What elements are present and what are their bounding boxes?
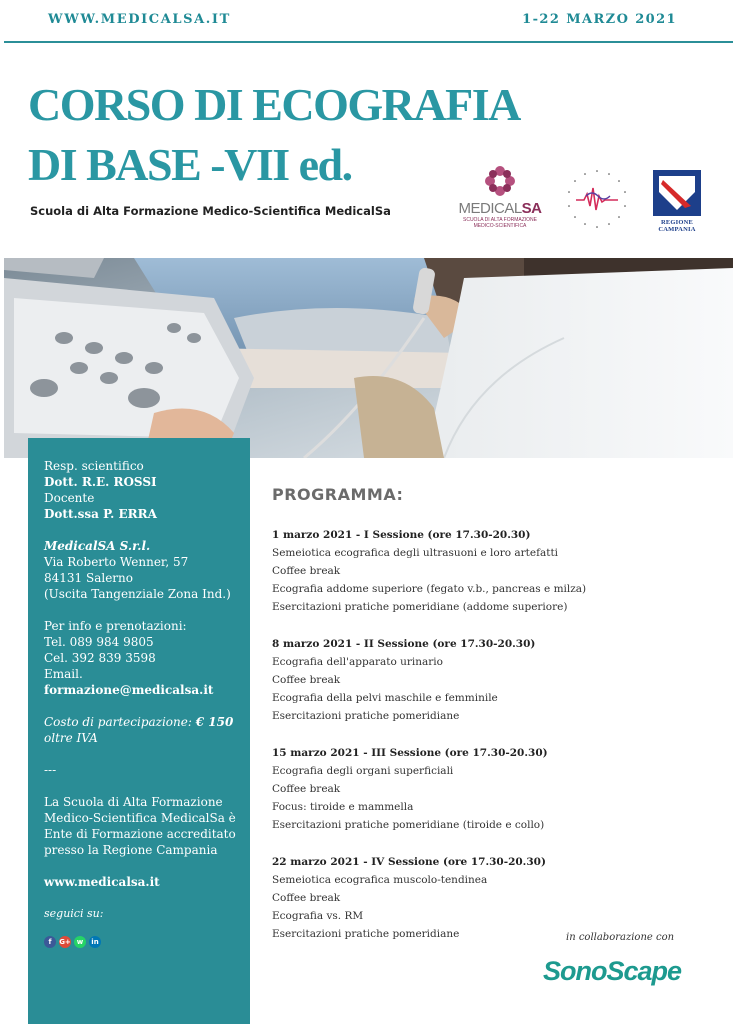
region-crest-icon — [653, 170, 701, 216]
cost-value: € 150 — [195, 715, 234, 729]
session-item: Coffee break — [272, 783, 341, 795]
docente-label: Docente — [44, 491, 95, 505]
address-block — [44, 538, 250, 602]
resp-name: Dott. R.E. ROSSI — [44, 475, 157, 489]
header-website[interactable]: WWW.MEDICALSA.IT — [48, 12, 231, 27]
collaboration-label: in collaborazione con — [566, 932, 675, 943]
header-divider — [4, 41, 733, 43]
session-head: 8 marzo 2021 - II Sessione (ore 17.30-20.30) — [272, 638, 536, 650]
session-item: Focus: tiroide e mammella — [272, 801, 414, 813]
ultrasound-photo — [4, 258, 733, 458]
cost-label: Costo di partecipazione: — [44, 715, 192, 729]
medicalsa-sub1: SCUOLA DI ALTA FORMAZIONE — [463, 217, 537, 223]
accreditation-line-2: Medico-Scientifica MedicalSa è — [44, 811, 236, 825]
company-name: MedicalSA S.r.l. — [44, 539, 151, 553]
session-item: Esercitazioni pratiche pomeridiane — [272, 710, 460, 722]
separator: --- — [44, 763, 57, 777]
contact-block — [44, 618, 250, 698]
accreditation-line-3: Ente di Formazione accreditato — [44, 827, 236, 841]
medicalsa-sub2: MEDICO-SCIENTIFICA — [473, 223, 527, 229]
region-caption: REGIONE CAMPANIA — [658, 219, 696, 233]
address-line-1: Via Roberto Wenner, 57 — [44, 555, 189, 569]
medicalsa-wordmark: MEDICALSA — [458, 200, 542, 217]
resp-label: Resp. scientifico — [44, 459, 144, 473]
session-item: Semeiotica ecografica degli ultrasuoni e loro artefatti — [272, 547, 559, 559]
session-item: Ecografia addome superiore (fegato v.b., pancreas e milza) — [272, 583, 587, 595]
session-item: Ecografia della pelvi maschile e femminile — [272, 692, 498, 704]
session-head: 22 marzo 2021 - IV Sessione (ore 17.30-20.30) — [272, 856, 546, 868]
sonoscape-logo: SonoScape — [543, 956, 682, 986]
mobile[interactable]: Cel. 392 839 3598 — [44, 651, 156, 665]
email-link[interactable]: formazione@medicalsa.it — [44, 683, 214, 697]
session-item: Coffee break — [272, 565, 341, 577]
session-4 — [272, 853, 712, 943]
facebook-icon[interactable]: f — [44, 936, 56, 948]
docente-name: Dott.ssa P. ERRA — [44, 507, 157, 521]
session-item: Esercitazioni pratiche pomeridiane (tiroide e collo) — [272, 819, 545, 831]
course-title-line-1: CORSO DI ECOGRAFIA — [28, 79, 520, 130]
cost-note: oltre IVA — [44, 731, 98, 745]
medicalsa-logo — [450, 164, 550, 234]
school-subtitle: Scuola di Alta Formazione Medico-Scientifica MedicalSa — [30, 204, 391, 218]
session-item: Ecografia dell'apparato urinario — [272, 656, 443, 668]
whatsapp-icon[interactable]: w — [74, 936, 86, 948]
top-bar — [0, 0, 737, 44]
sidebar-website-link[interactable]: www.medicalsa.it — [44, 875, 160, 889]
session-item: Coffee break — [272, 892, 341, 904]
info-label: Per info e prenotazioni: — [44, 619, 187, 633]
session-2 — [272, 635, 712, 725]
linkedin-icon[interactable]: in — [89, 936, 101, 948]
session-item: Esercitazioni pratiche pomeridiane — [272, 928, 460, 940]
follow-label: seguici su: — [44, 907, 104, 920]
social-icons — [44, 936, 250, 948]
accreditation-block — [44, 794, 250, 858]
session-item: Esercitazioni pratiche pomeridiane (addome superiore) — [272, 601, 568, 613]
google-plus-icon[interactable]: G+ — [59, 938, 71, 946]
address-line-3: (Uscita Tangenziale Zona Ind.) — [44, 587, 231, 601]
session-head: 15 marzo 2021 - III Sessione (ore 17.30-20.30) — [272, 747, 548, 759]
info-sidebar — [28, 438, 250, 1024]
session-item: Coffee break — [272, 674, 341, 686]
sms-seal-logo — [564, 166, 630, 232]
cost-block — [44, 714, 250, 746]
staff-block — [44, 458, 250, 522]
accreditation-line-1: La Scuola di Alta Formazione — [44, 795, 223, 809]
header-dates: 1-22 MARZO 2021 — [522, 12, 677, 27]
cost-line — [44, 714, 250, 730]
regione-campania-logo — [644, 170, 710, 232]
session-item: Semeiotica ecografica muscolo-tendinea — [272, 874, 488, 886]
email-line — [44, 666, 250, 698]
program-section — [272, 485, 712, 962]
course-title-line-2: DI BASE -VII ed. — [28, 139, 352, 190]
session-item: Ecografia degli organi superficiali — [272, 765, 454, 777]
program-heading: PROGRAMMA: — [272, 485, 404, 504]
session-item: Ecografia vs. RM — [272, 910, 364, 922]
email-label: Email. — [44, 667, 83, 681]
accreditation-line-4: presso la Regione Campania — [44, 843, 218, 857]
session-3 — [272, 744, 712, 834]
phone[interactable]: Tel. 089 984 9805 — [44, 635, 154, 649]
address-line-2: 84131 Salerno — [44, 571, 133, 585]
session-head: 1 marzo 2021 - I Sessione (ore 17.30-20.30) — [272, 529, 531, 541]
flower-icon — [483, 164, 517, 198]
session-1 — [272, 526, 712, 616]
